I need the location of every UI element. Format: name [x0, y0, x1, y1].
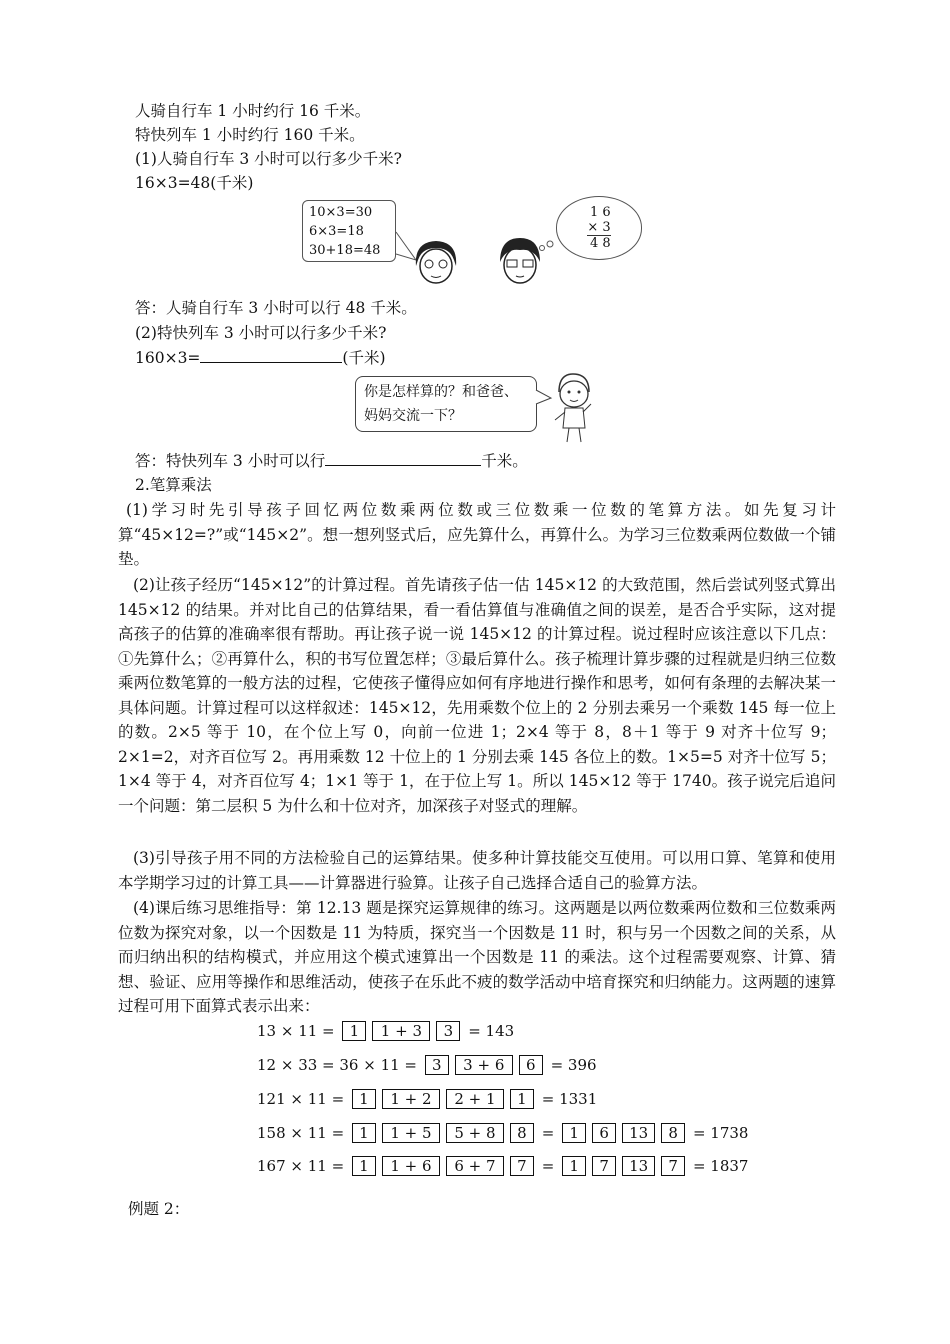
sum-box: 1 + 6	[382, 1156, 440, 1176]
sum-box: 1 + 2	[382, 1089, 440, 1109]
figure-discussion	[355, 370, 595, 448]
digit-box: 6	[592, 1123, 616, 1143]
digit-box: 8	[510, 1123, 534, 1143]
sum-box: 2 + 1	[446, 1089, 504, 1109]
formula-row-2	[257, 1054, 597, 1076]
equation-2	[135, 347, 386, 369]
paragraph-4: (4)课后练习思维指导：第 12.13 题是探究运算规律的练习。这两题是以两位数乘两位数和三位数乘两位数为探究对象，以一个因数是 11 为特质，探究当一个因数是 11 时，积与另一个因数之间的关系，从而归纳出积的结构模式，并应用这个模式速算出一个因数是 11 的乘法。这个过程需要观察、计算、猜想、验证、应用等操作和思维活动，使孩子在乐此不疲的数学活动中培育探究和归纳能力。这两题的速算过程可用下面算式表示出来：	[118, 899, 836, 1015]
paragraph-2: (2)让孩子经历“145×12”的计算过程。首先请孩子估一估 145×12 的大致范围，然后尝试列竖式算出 145×12 的结果。并对比自己的估算结果，看一看估算值与准确值之间的误差，是否合乎实际，这对提高孩子的估算的准确率很有帮助。再让孩子说一说 145×12 的计算过程。说过程时应该注意以下几点：①先算什么；②再算什么，积的书写位置怎样；③最后算什么。孩子梳理计算步骤的过程就是归纳三位数乘两位数笔算的一般方法的过程，它使孩子懂得应如何有序地进行操作和思考，如何有条理的去解决某一具体问题。计算过程可以这样叙述：145×12，先用乘数个位上的 2 分别去乘另一个乘数 145 每一位上的数。2×5 等于 10，在个位上写 0，向前一位进 1；2×4 等于 8，8＋1 等于 9 对齐十位写 9；2×1=2，对齐百位写 2。再用乘数 12 十位上的 1 分别去乘 145 各位上的数。1×5=5 对齐十位写 5；1×4 等于 4，对齐百位写 4；1×1 等于 1，在于位上写 1。所以 145×12 等于 1740。孩子说完后追问一个问题：第二层积 5 为什么和十位对齐，加深孩子对竖式的理解。	[118, 576, 836, 815]
formula-result: = 1738	[692, 1124, 749, 1142]
digit-box: 3	[436, 1021, 460, 1041]
equation-1: 16×3=48(千米)	[135, 174, 254, 192]
thought-dots-icon	[538, 236, 560, 252]
calc-mult: × 3	[587, 220, 611, 235]
calc-line: 10×3=30	[309, 205, 373, 220]
digit-box: 13	[622, 1156, 655, 1176]
digit-box: 1	[352, 1156, 376, 1176]
calc-line: 6×3=18	[309, 224, 364, 239]
digit-box: 3	[425, 1055, 449, 1075]
formula-result: = 1331	[541, 1090, 598, 1108]
question-2: (2)特快列车 3 小时可以行多少千米?	[135, 324, 387, 342]
sum-box: 6 + 7	[446, 1156, 504, 1176]
digit-box: 7	[510, 1156, 534, 1176]
equation-2-suffix: (千米)	[342, 349, 386, 367]
paragraph-3: (3)引导孩子用不同的方法检验自己的运算结果。使多种计算技能交互使用。可以用口算、笔算和使用本学期学习过的计算工具——计算器进行验算。让孩子自己选择合适自己的验算方法。	[118, 849, 836, 892]
digit-box: 1	[342, 1021, 366, 1041]
formula-lhs: 158 × 11 =	[257, 1124, 345, 1142]
answer-blank	[325, 450, 481, 466]
equals-sign: =	[541, 1157, 555, 1175]
formula-lhs: 121 × 11 =	[257, 1090, 345, 1108]
right-thought-bubble	[556, 196, 642, 260]
digit-box: 6	[519, 1055, 543, 1075]
sum-box: 1 + 3	[372, 1021, 430, 1041]
speech-bubble	[355, 376, 537, 432]
formula-result: = 396	[550, 1056, 597, 1074]
example-label: 例题 2：	[128, 1200, 190, 1218]
calc-line: 30+18=48	[309, 243, 381, 258]
section-heading: 2.笔算乘法	[135, 476, 212, 494]
answer-2-prefix: 答：特快列车 3 小时可以行	[135, 452, 326, 470]
formula-lhs: 167 × 11 =	[257, 1157, 345, 1175]
bubble-line-2: 妈妈交流一下？	[364, 408, 462, 424]
bubble-line-1: 你是怎样算的？和爸爸、	[364, 384, 518, 400]
sum-box: 1 + 5	[382, 1123, 440, 1143]
answer-2	[135, 450, 528, 472]
sum-box: 3 + 6	[455, 1055, 513, 1075]
digit-box: 7	[592, 1156, 616, 1176]
answer-1: 答：人骑自行车 3 小时可以行 48 千米。	[135, 299, 417, 317]
digit-box: 1	[352, 1123, 376, 1143]
digit-box: 1	[510, 1089, 534, 1109]
digit-box: 1	[352, 1089, 376, 1109]
equals-sign: =	[541, 1124, 555, 1142]
formula-lhs: 12 × 33 = 36 × 11 =	[257, 1056, 417, 1074]
formula-row-1	[257, 1020, 514, 1042]
child-figure-icon	[551, 370, 595, 448]
girl-face-icon	[410, 236, 462, 288]
equation-2-prefix: 160×3=	[135, 349, 201, 367]
intro-line-1: 人骑自行车 1 小时约行 16 千米。	[135, 102, 371, 120]
formula-row-3	[257, 1088, 597, 1110]
sum-box: 5 + 8	[446, 1123, 504, 1143]
digit-box: 1	[562, 1123, 586, 1143]
question-1: (1)人骑自行车 3 小时可以行多少千米?	[135, 150, 402, 168]
formula-lhs: 13 × 11 =	[257, 1022, 335, 1040]
formula-result: = 143	[468, 1022, 515, 1040]
left-speech-bubble	[302, 200, 396, 262]
digit-box: 8	[661, 1123, 685, 1143]
answer-2-suffix: 千米。	[481, 452, 528, 470]
formula-row-5	[257, 1155, 748, 1177]
figure-mental-calc	[298, 196, 648, 288]
digit-box: 13	[622, 1123, 655, 1143]
paragraph-1: (1)学习时先引导孩子回忆两位数乘两位数或三位数乘一位数的笔算方法。如先复习计算“45×12=?”或“145×2”。想一想列竖式后，应先算什么，再算什么。为学习三位数乘两位数做一个铺垫。	[118, 501, 836, 568]
intro-line-2: 特快列车 1 小时约行 160 千米。	[135, 126, 365, 144]
formula-row-4	[257, 1122, 748, 1144]
answer-blank	[200, 347, 342, 363]
digit-box: 7	[661, 1156, 685, 1176]
digit-box: 1	[562, 1156, 586, 1176]
formula-result: = 1837	[692, 1157, 749, 1175]
calc-top: 1 6	[589, 205, 611, 220]
calc-result: 4 8	[587, 235, 610, 251]
